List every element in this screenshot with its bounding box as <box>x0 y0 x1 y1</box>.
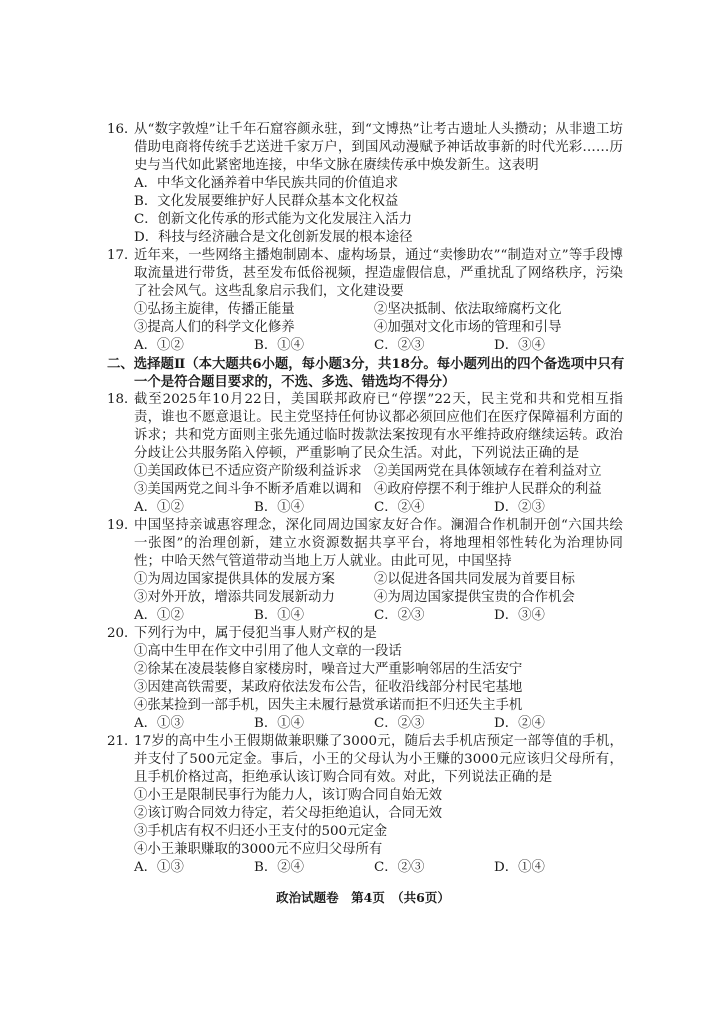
choice-d: D．③④ <box>494 608 545 623</box>
choice-a: A．①② <box>134 608 184 623</box>
choice-row <box>134 337 623 355</box>
choice-d: D．①④ <box>494 860 545 875</box>
question-stem: 中国坚持亲诚惠容理念，深化同周边国家友好合作。澜湄合作机制开创“六国共绘一张图”的治理创新，建立水资源数据共享平台，将地理相邻性转化为治理协同性；中哈天然气管道带动当地上万人就业。由此可见，中国坚持 <box>134 518 623 569</box>
statement-3: ③对外开放，增添共同发展新动力 <box>134 590 335 605</box>
question-18 <box>107 391 623 517</box>
choice-c: C．②③ <box>374 860 425 875</box>
statement-2: ②徐某在凌晨装修自家楼房时，噪音过大严重影响邻居的生活安宁 <box>134 662 523 677</box>
choice-a: A．①② <box>134 500 184 515</box>
question-number: 17． <box>107 248 138 263</box>
question-stem: 从“数字敦煌”让千年石窟容颜永驻，到“文博热”让考古遗址人头攒动；从非遗工坊借助电商将传统手艺送进千家万户，到国风动漫赋予神话故事新的时代光彩……历史与当代如此紧密地连接，中华文脉在赓续传承中焕发新生。这表明 <box>134 122 623 173</box>
question-number: 20． <box>107 626 138 641</box>
choice-row <box>134 715 623 733</box>
question-number: 16． <box>107 122 138 137</box>
question-stem: 截至2025年10月22日，美国联邦政府已“停摆”22天，民主党和共和党相互指责，谁也不愿意退让。民主党坚持任何协议都必须回应他们在医疗保障福利方面的诉求；共和党方面则主张先通过临时拨款法案按现有水平维持政府继续运转。政治分歧让公共服务陷入停顿，严重影响了民众生活。对此，下列说法正确的是 <box>134 392 623 461</box>
statement-1: ①小王是限制民事行为能力人，该订购合同自始无效 <box>134 788 442 803</box>
choice-row <box>134 499 623 517</box>
choice-a: A．①② <box>134 338 184 353</box>
statement-4: ④政府停摆不利于维护人民群众的利益 <box>374 482 602 497</box>
choice-b: B．①④ <box>254 338 305 353</box>
choice-row <box>134 607 623 625</box>
choice-d: D．②③ <box>494 500 545 515</box>
choice-b: B．①④ <box>254 608 305 623</box>
statement-1: ①美国政体已不适应资产阶级利益诉求 <box>134 464 362 479</box>
question-17 <box>107 247 623 355</box>
question-number: 21． <box>107 734 138 749</box>
option-b: B．文化发展要维护好人民群众基本文化权益 <box>134 194 399 209</box>
statement-3: ③因建高铁需要，某政府依法发布公告，征收沿线部分村民宅基地 <box>134 680 523 695</box>
option-c: C．创新文化传承的形式能为文化发展注入活力 <box>134 212 413 227</box>
question-stem: 近年来，一些网络主播炮制剧本、虚构场景，通过“卖惨助农”“制造对立”等手段博取流量进行带货，甚至发布低俗视频，捏造虚假信息，严重扰乱了网络秩序，污染了社会风气。这些乱象启示我们，文化建设要 <box>134 248 623 299</box>
choice-c: C．②④ <box>374 500 425 515</box>
statement-row <box>134 481 623 499</box>
statement-row <box>134 319 623 337</box>
choice-d: D．③④ <box>494 338 545 353</box>
question-stem: 下列行为中，属于侵犯当事人财产权的是 <box>134 626 377 641</box>
statement-1: ①弘扬主旋律，传播正能量 <box>134 302 295 317</box>
statement-1: ①高中生甲在作文中引用了他人文章的一段话 <box>134 644 402 659</box>
statement-row <box>134 463 623 481</box>
question-number: 19． <box>107 518 138 533</box>
choice-b: B．②④ <box>254 860 305 875</box>
statement-4: ④加强对文化市场的管理和引导 <box>374 320 562 335</box>
section-2-line-2: 一个是符合题目要求的，不选、多选、错选均不得分） <box>134 374 456 390</box>
statement-1: ①为周边国家提供具体的发展方案 <box>134 572 335 587</box>
question-21 <box>107 733 623 877</box>
statement-2: ②该订购合同效力待定，若父母拒绝追认，合同无效 <box>134 806 442 821</box>
page-footer: 政治试题卷 第4页 （共6页） <box>276 890 450 905</box>
statement-row <box>134 301 623 319</box>
choice-a: A．①③ <box>134 860 184 875</box>
statement-2: ②坚决抵制、依法取缔腐朽文化 <box>374 302 562 317</box>
question-16 <box>107 121 623 247</box>
section-2-line-1: 二、选择题Ⅱ（本大题共6小题，每小题3分，共18分。每小题列出的四个备选项中只有 <box>107 356 625 372</box>
statement-3: ③手机店有权不归还小王支付的500元定金 <box>134 824 388 839</box>
option-d: D．科技与经济融合是文化创新发展的根本途径 <box>134 230 413 245</box>
question-number: 18． <box>107 392 138 407</box>
statement-3: ③美国两党之间斗争不断矛盾难以调和 <box>134 482 362 497</box>
question-20 <box>107 625 623 733</box>
section-2-header <box>107 355 627 391</box>
statement-4: ④小王兼职赚取的3000元不应归父母所有 <box>134 842 383 857</box>
choice-c: C．②③ <box>374 608 425 623</box>
option-a: A．中华文化涵养着中华民族共同的价值追求 <box>134 176 399 191</box>
choice-c: C．②③ <box>374 338 425 353</box>
statement-2: ②美国两党在具体领域存在着利益对立 <box>374 464 602 479</box>
question-stem: 17岁的高中生小王假期做兼职赚了3000元，随后去手机店预定一部等值的手机，并支付了500元定金。事后，小王的父母认为小王赚的3000元应该归父母所有，且手机价格过高，拒绝承认该订购合同有效。对此，下列说法正确的是 <box>134 734 623 785</box>
choice-row <box>134 859 623 877</box>
statement-3: ③提高人们的科学文化修养 <box>134 320 295 335</box>
choice-d: D．②④ <box>494 716 545 731</box>
choice-a: A．①③ <box>134 716 184 731</box>
statement-4: ④为周边国家提供宝贵的合作机会 <box>374 590 575 605</box>
statement-row <box>134 571 623 589</box>
choice-b: B．①④ <box>254 716 305 731</box>
statement-row <box>134 589 623 607</box>
statement-4: ④张某捡到一部手机，因失主未履行悬赏承诺而拒不归还失主手机 <box>134 698 523 713</box>
question-19 <box>107 517 623 625</box>
choice-b: B．①④ <box>254 500 305 515</box>
statement-2: ②以促进各国共同发展为首要目标 <box>374 572 575 587</box>
choice-c: C．②③ <box>374 716 425 731</box>
